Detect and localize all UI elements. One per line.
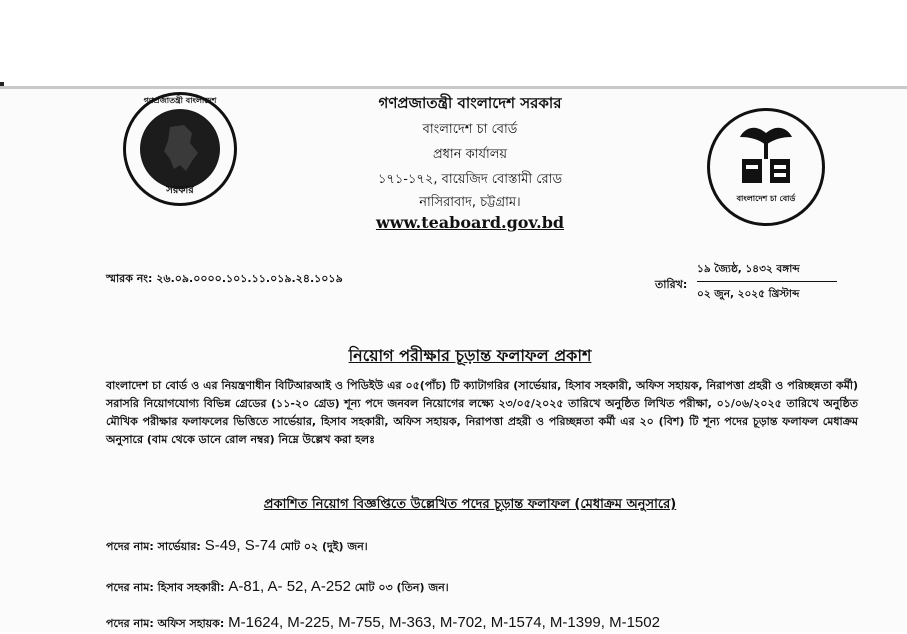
government-seal [123,92,237,206]
post-label: পদের নাম: হিসাব সহকারী: [106,581,225,594]
post-result-accounts-assistant [106,578,449,598]
seal-bottom-text: বাংলাদেশ চা বোর্ড [736,194,796,203]
address-area: নাসিরাবাদ, চট্টগ্রাম। [419,195,521,210]
notice-body: বাংলাদেশ চা বোর্ড ও এর নিয়ন্ত্রণাধীন বিটিআরআই ও পিডিইউ এর ০৫(পাঁচ) টি ক্যাটাগরির (সার্ভেয়ার, হিসাব সহকারী, অফিস সহায়ক, নিরাপত্তা প্রহরী ও পরিচ্ছন্নতা কর্মী) সরাসরি নিয়োগযোগ্য বিভিন্ন গ্রেডের (১১-২০ গ্রেড) শূন্য পদে জনবল নিয়োগের লক্ষ্যে ২৩/০৫/২০২৫ তারিখে অনুষ্ঠিত লিখিত পরীক্ষা, ০১/০৬/২০২৫ তারিখে অনুষ্ঠিত মৌখিক পরীক্ষার ফলাফলের ভিত্তিতে সার্ভেয়ার, হিসাব সহকারী, অফিস সহায়ক, নিরাপত্তা প্রহরী ও পরিচ্ছন্নতা কর্মী এর ২০ (বিশ) টি শূন্য পদের চূড়ান্ত ফলাফল মেধাক্রম অনুসারে (বাম থেকে ডানে রোল নম্বর) নিম্নে উল্লেখ করা হলঃ [106,379,858,446]
post-result-surveyor [106,537,368,557]
date-label: তারিখ: [655,278,688,291]
post-total: মোট ০২ (দুই) জন। [280,540,368,553]
tea-board-seal [707,108,825,226]
roll-numbers: A-81, A- 52, A-252 [228,578,351,595]
notice-title: নিয়োগ পরীক্ষার চূড়ান্ত ফলাফল প্রকাশ [348,346,592,365]
government-title: গণপ্রজাতন্ত্রী বাংলাদেশ সরকার [378,94,562,112]
bangladesh-map-icon [140,109,220,189]
post-label: পদের নাম: অফিস সহায়ক: [106,617,225,630]
organization-name: বাংলাদেশ চা বোর্ড [422,122,518,137]
memo-reference: স্মারক নং: ২৬.০৯.০০০০.১০১.১১.০১৯.২৪.১০১৯ [106,272,343,285]
seal-bottom-text: সরকার [166,185,194,196]
roll-numbers: S-49, S-74 [204,537,277,554]
post-result-office-assistant [106,614,660,634]
date-gregorian: ০২ জুন, ২০২৫ খ্রিস্টাব্দ [697,288,800,300]
seal-ring-text: গণপ্রজাতন্ত্রী বাংলাদেশ [143,96,217,105]
post-total: মোট ০৩ (তিন) জন। [354,581,449,594]
office-name: প্রধান কার্যালয় [432,147,508,162]
blank-top-area [0,0,907,86]
date-divider [697,281,837,282]
results-subtitle: প্রকাশিত নিয়োগ বিজ্ঞপ্তিতে উল্লেখিত পদের চূড়ান্ত ফলাফল (মেধাক্রম অনুসারে) [263,497,677,512]
website-link[interactable]: www.teaboard.gov.bd [375,213,565,232]
address-line: ১৭১-১৭২, বায়েজিদ বোস্তামী রোড [377,172,563,187]
tea-leaf-logo-icon [710,111,822,191]
date-bangla: ১৯ জ্যৈষ্ঠ, ১৪৩২ বঙ্গাব্দ [697,263,800,275]
post-label: পদের নাম: সার্ভেয়ার: [106,540,201,553]
roll-numbers: M-1624, M-225, M-755, M-363, M-702, M-1574, M-1399, M-1502 [228,614,660,631]
